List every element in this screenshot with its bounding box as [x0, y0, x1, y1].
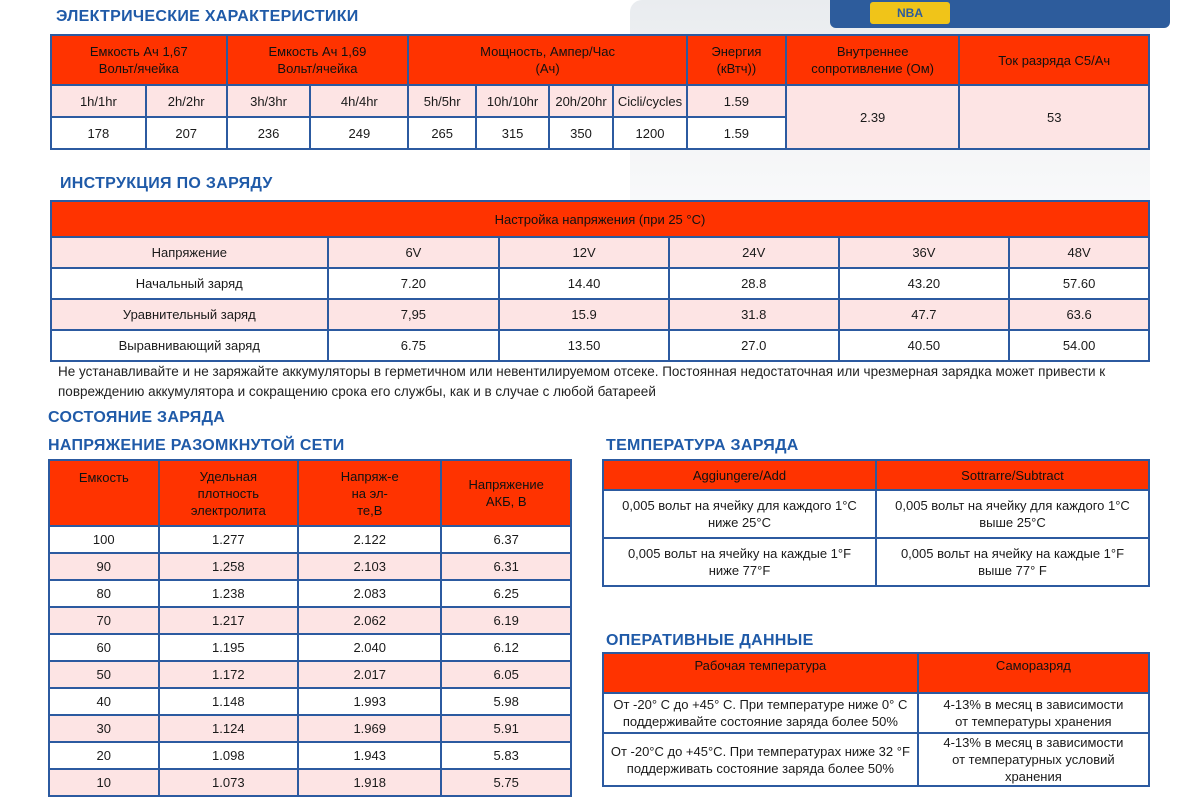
table-cell: 1.217	[159, 607, 299, 634]
table-cell: 5.83	[441, 742, 571, 769]
table-cell	[603, 693, 918, 733]
table-cell: 80	[49, 580, 159, 607]
header-text: Емкость Ач 1,69 Вольт/ячейка	[268, 44, 367, 76]
discharge-cell: 53	[959, 85, 1149, 149]
table-cell: 7,95	[328, 299, 500, 330]
table-cell: 30	[49, 715, 159, 742]
table-cell: 6V	[328, 237, 500, 268]
table-row	[49, 607, 571, 634]
header-text: Мощность, Ампер/Час (Ач)	[480, 44, 616, 76]
table-cell: 1.969	[298, 715, 441, 742]
table-cell: 2.122	[298, 526, 441, 553]
table-cell: 1.993	[298, 688, 441, 715]
oper-table	[602, 652, 1150, 787]
cell-text: 0,005 вольт на ячейку на каждые 1°F выше 77° F	[900, 546, 1125, 578]
table-cell: 31.8	[669, 299, 839, 330]
header-text: Внутреннее сопротивление (Ом)	[811, 44, 934, 76]
table-cell: 57.60	[1009, 268, 1149, 299]
cell-text: 0,005 вольт на ячейку для каждого 1°C выше 25°C	[895, 498, 1130, 530]
section-title-charge-instruction: ИНСТРУКЦИЯ ПО ЗАРЯДУ	[60, 175, 273, 192]
table-row	[49, 580, 571, 607]
table-cell: 2.017	[298, 661, 441, 688]
table-cell: 5.98	[441, 688, 571, 715]
col-header	[227, 35, 409, 85]
table-cell: 6.12	[441, 634, 571, 661]
table-cell: 5h/5hr	[408, 85, 476, 117]
col-header	[959, 35, 1149, 85]
charge-header: Настройка напряжения (при 25 °C)	[51, 201, 1149, 237]
table-cell: 1h/1hr	[51, 85, 146, 117]
table-cell: 2.062	[298, 607, 441, 634]
table-cell: 4h/4hr	[310, 85, 408, 117]
resistance-cell: 2.39	[786, 85, 960, 149]
header-text: Напряж-е на эл- те,В	[340, 468, 399, 518]
col-header	[786, 35, 960, 85]
warning-note: Не устанавливайте и не заряжайте аккумуляторы в герметичном или невентилируемом отсеке. Постоянная недостаточная или чрезмерная зарядка может привести к повреждению аккумулятора и сокращению срока его службы, как и в случае с любой батареей	[58, 364, 1106, 399]
table-cell: 40	[49, 688, 159, 715]
table-cell: 100	[49, 526, 159, 553]
table-cell: 1.258	[159, 553, 299, 580]
table-cell: 12V	[499, 237, 669, 268]
header-text: Удельная плотность электролита	[190, 468, 266, 518]
col-header	[298, 460, 441, 526]
table-cell: 15.9	[499, 299, 669, 330]
col-header	[51, 35, 227, 85]
table-cell: 1.148	[159, 688, 299, 715]
table-cell	[918, 733, 1149, 786]
header-text: Ток разряда C5/Ач	[998, 52, 1111, 68]
table-cell: 236	[227, 117, 311, 149]
table-row	[49, 715, 571, 742]
temp-table	[602, 459, 1150, 587]
table-cell: 1.098	[159, 742, 299, 769]
ocv-table	[48, 459, 572, 797]
col-header	[408, 35, 687, 85]
table-cell: 60	[49, 634, 159, 661]
col-header	[159, 460, 299, 526]
table-cell: 2.103	[298, 553, 441, 580]
table-cell: 54.00	[1009, 330, 1149, 361]
table-cell: 90	[49, 553, 159, 580]
table-row	[49, 742, 571, 769]
col-header	[49, 460, 159, 526]
row-label: Уравнительный заряд	[51, 299, 328, 330]
table-cell: 3h/3hr	[227, 85, 311, 117]
table-cell: 28.8	[669, 268, 839, 299]
table-cell: 20	[49, 742, 159, 769]
table-cell: 27.0	[669, 330, 839, 361]
header-text: Емкость Ач 1,67 Вольт/ячейка	[89, 44, 188, 76]
table-cell: 6.19	[441, 607, 571, 634]
cell-text: 0,005 вольт на ячейку на каждые 1°F ниже 77°F	[627, 546, 852, 578]
cell-text: 0,005 вольт на ячейку для каждого 1°C ниже 25°C	[622, 498, 857, 530]
table-cell: 178	[51, 117, 146, 149]
table-row	[49, 661, 571, 688]
table-cell: 1.195	[159, 634, 299, 661]
section-title-operational: ОПЕРАТИВНЫЕ ДАННЫЕ	[606, 632, 814, 649]
table-cell: 5.91	[441, 715, 571, 742]
brand-logo: NBA	[870, 2, 950, 24]
table-cell	[603, 733, 918, 786]
table-cell: 1.172	[159, 661, 299, 688]
table-row	[49, 526, 571, 553]
table-cell: 50	[49, 661, 159, 688]
table-cell: 7.20	[328, 268, 500, 299]
table-cell: 14.40	[499, 268, 669, 299]
table-cell: 265	[408, 117, 476, 149]
section-title-charge-state: СОСТОЯНИЕ ЗАРЯДА	[48, 409, 226, 426]
table-cell: 36V	[839, 237, 1010, 268]
table-cell: 43.20	[839, 268, 1010, 299]
table-cell: 1.943	[298, 742, 441, 769]
table-cell: 5.75	[441, 769, 571, 796]
table-cell: 1.59	[687, 85, 786, 117]
col-header: Sottrarre/Subtract	[876, 460, 1149, 490]
col-header: Aggiungere/Add	[603, 460, 876, 490]
table-cell: 20h/20hr	[549, 85, 613, 117]
table-cell: 350	[549, 117, 613, 149]
table-cell: 249	[310, 117, 408, 149]
table-cell	[603, 490, 876, 538]
table-cell: 47.7	[839, 299, 1010, 330]
table-cell: Cicli/cycles	[613, 85, 687, 117]
table-cell	[918, 693, 1149, 733]
charge-table	[50, 200, 1150, 362]
table-cell: 207	[146, 117, 227, 149]
header-text: Емкость	[78, 470, 129, 485]
section-title-electrical: ЭЛЕКТРИЧЕСКИЕ ХАРАКТЕРИСТИКИ	[56, 8, 359, 25]
row-label: Начальный заряд	[51, 268, 328, 299]
table-cell: 6.25	[441, 580, 571, 607]
table-row	[49, 688, 571, 715]
row-label: Выравнивающий заряд	[51, 330, 328, 361]
table-cell: 63.6	[1009, 299, 1149, 330]
table-row	[49, 634, 571, 661]
col-header: Рабочая температура	[603, 653, 918, 693]
table-cell	[876, 538, 1149, 586]
table-cell: 1.59	[687, 117, 786, 149]
electrical-table	[50, 34, 1150, 150]
header-text: Напряжение АКБ, В	[468, 477, 544, 509]
cell-text: 4-13% в месяц в зависимости от температуры хранения	[943, 697, 1124, 729]
cell-text: От -20° C до +45° C. При температуре ниже 0° C поддерживайте состояние заряда более 50%	[613, 697, 908, 729]
table-cell: 315	[476, 117, 549, 149]
table-cell: 2.083	[298, 580, 441, 607]
table-row	[49, 553, 571, 580]
table-cell: 2.040	[298, 634, 441, 661]
row-label: Напряжение	[51, 237, 328, 268]
table-cell: 48V	[1009, 237, 1149, 268]
table-cell: 1.124	[159, 715, 299, 742]
table-cell: 6.31	[441, 553, 571, 580]
table-cell: 10	[49, 769, 159, 796]
table-cell: 6.75	[328, 330, 500, 361]
table-cell: 40.50	[839, 330, 1010, 361]
header-text: Энергия (кВтч))	[711, 44, 762, 76]
col-header	[441, 460, 571, 526]
col-header	[687, 35, 786, 85]
table-cell: 1200	[613, 117, 687, 149]
table-cell: 70	[49, 607, 159, 634]
section-title-ocv: НАПРЯЖЕНИЕ РАЗОМКНУТОЙ СЕТИ	[48, 437, 345, 454]
table-cell: 1.277	[159, 526, 299, 553]
table-cell: 6.37	[441, 526, 571, 553]
table-cell: 24V	[669, 237, 839, 268]
table-cell: 1.238	[159, 580, 299, 607]
table-row	[49, 769, 571, 796]
table-cell: 1.918	[298, 769, 441, 796]
ocv-rows	[49, 526, 571, 796]
table-cell: 10h/10hr	[476, 85, 549, 117]
table-cell: 2h/2hr	[146, 85, 227, 117]
cell-text: От -20°C до +45°C. При температурах ниже 32 °F поддерживать состояние заряда более 50%	[610, 743, 910, 776]
table-cell	[876, 490, 1149, 538]
col-header: Саморазряд	[918, 653, 1149, 693]
table-cell	[603, 538, 876, 586]
table-cell: 6.05	[441, 661, 571, 688]
cell-text: 4-13% в месяц в зависимости от температурных условий хранения	[943, 735, 1124, 784]
table-cell: 13.50	[499, 330, 669, 361]
table-cell: 1.073	[159, 769, 299, 796]
section-title-charge-temp: ТЕМПЕРАТУРА ЗАРЯДА	[606, 437, 799, 454]
